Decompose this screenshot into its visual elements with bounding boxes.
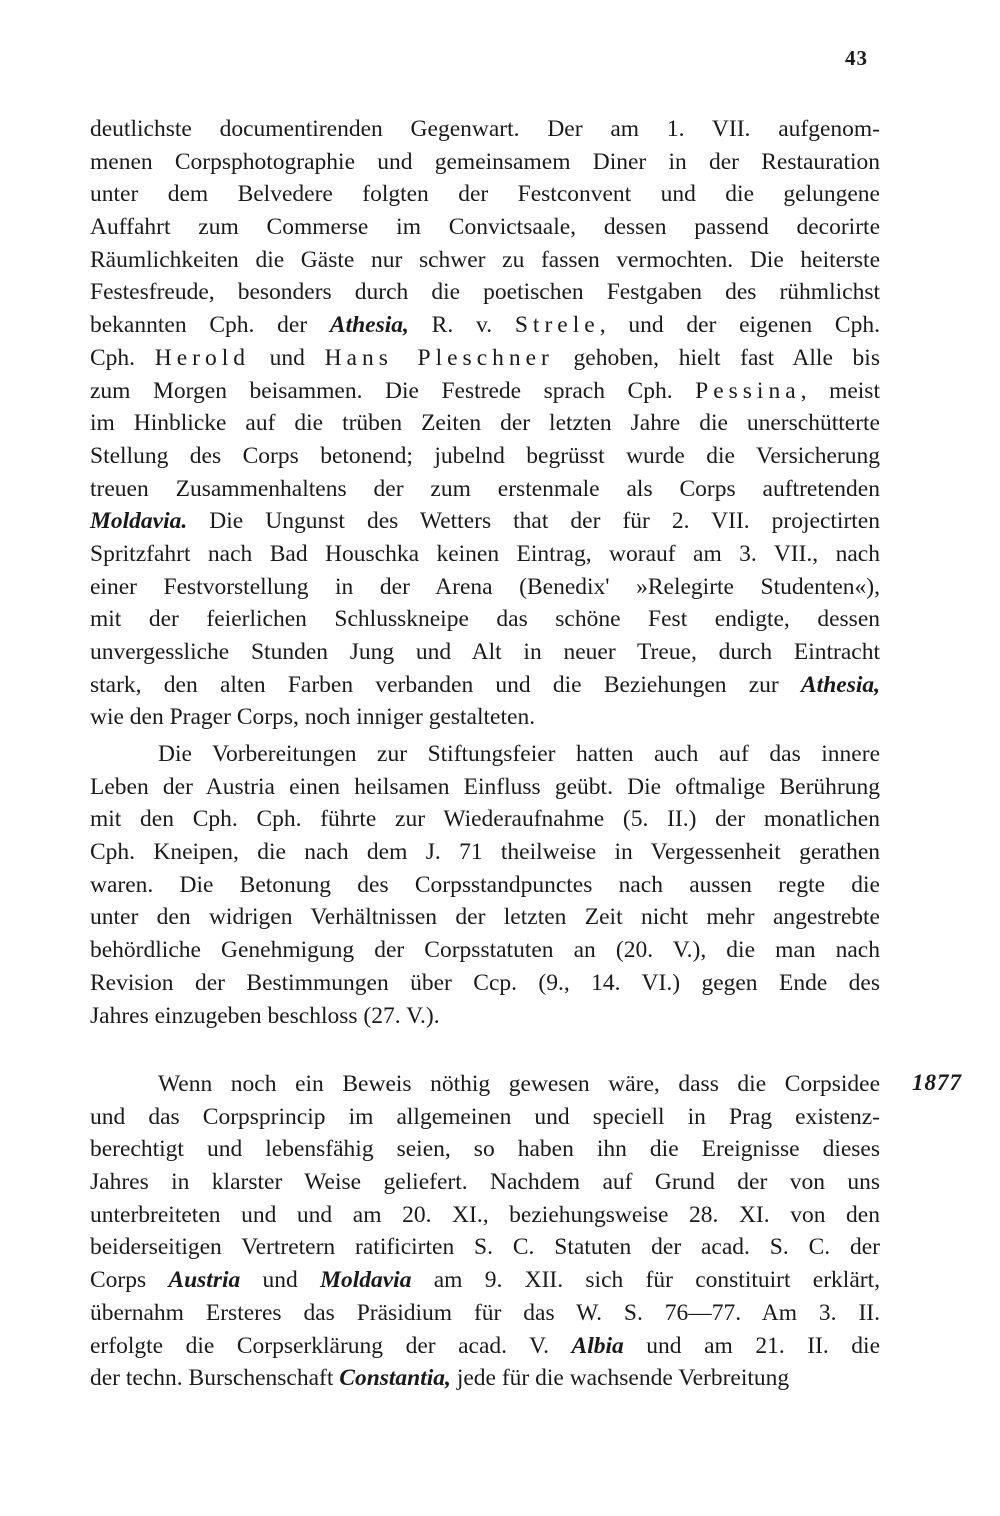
italic-name: Constantia,	[339, 1365, 451, 1392]
text-segment: mit der feierlichen Schlusskneipe das schöne Fest endigte, dessen	[90, 606, 880, 633]
text-line	[90, 146, 880, 179]
text-line: mit den Cph. Cph. führte zur Wiederaufnahme (5. II.) der monatlichen	[90, 806, 880, 833]
text-line	[90, 1101, 880, 1134]
text-line	[90, 1297, 880, 1330]
text-line	[90, 636, 880, 669]
text-line	[90, 178, 880, 211]
text-line	[90, 1133, 880, 1166]
page-number: 43	[845, 46, 868, 70]
italic-name: Moldavia	[320, 1267, 412, 1294]
text-line	[90, 571, 880, 604]
text-segment: Spritzfahrt nach Bad Houschka keinen Eintrag, worauf am 3. VII., nach	[90, 540, 880, 567]
paragraph-festival	[90, 113, 880, 734]
text-line	[90, 1231, 880, 1264]
text-line	[90, 1264, 880, 1297]
text-segment: erfolgte die Corpserklärung der acad. V.	[90, 1332, 572, 1359]
text-line: Revision der Bestimmungen über Ccp. (9., 14. VI.) gegen Ende des	[90, 969, 880, 996]
text-segment: unter dem Belvedere folgten der Festconvent und die gelungene	[90, 181, 880, 208]
text-segment: Wenn noch ein Beweis nöthig gewesen wäre, dass die Corpsidee	[158, 1071, 880, 1097]
text-line	[90, 440, 880, 473]
text-line	[90, 1330, 880, 1363]
text-segment: Corps	[90, 1267, 169, 1294]
text-line	[90, 244, 880, 277]
text-line	[90, 1362, 880, 1395]
spaced-name: Hans Pleschner	[324, 344, 554, 371]
text-line	[90, 113, 880, 146]
text-segment: , meist	[800, 377, 880, 404]
text-line	[90, 538, 880, 571]
text-segment: der techn. Burschenschaft	[90, 1365, 340, 1392]
italic-name: Albia	[571, 1332, 624, 1359]
text-segment: Stellung des Corps betonend; jubelnd begrüsst wurde die Versicherung	[90, 442, 880, 469]
text-line: Leben der Austria einen heilsamen Einfluss geübt. Die oftmalige Berührung	[90, 773, 880, 800]
text-line	[90, 1166, 880, 1199]
text-segment: beiderseitigen Vertretern ratificirten S. C. Statuten der acad. S. C. der	[90, 1234, 880, 1261]
text-line	[90, 1068, 880, 1101]
spaced-name: Herold	[154, 344, 250, 371]
text-segment: Auffahrt zum Commerse im Convictsaale, dessen passend decorirte	[90, 214, 880, 241]
text-segment: und	[249, 344, 325, 371]
italic-name: Moldavia.	[90, 508, 188, 535]
paragraph-preparations	[90, 738, 880, 1032]
italic-name: Athesia,	[329, 312, 409, 339]
text-segment: jede für die wachsende Verbreitung	[450, 1365, 790, 1392]
text-segment: am 9. XII. sich für constituirt erklärt,	[411, 1267, 880, 1294]
text-segment: unvergessliche Stunden Jung und Alt in neuer Treue, durch Eintracht	[90, 639, 880, 665]
text-segment: übernahm Ersteres das Präsidium für das W. S. 76—77. Am 3. II.	[90, 1299, 880, 1326]
text-line: Jahres einzugeben beschloss (27. V.).	[90, 1002, 440, 1029]
text-segment: Cph.	[90, 344, 155, 371]
text-line	[90, 211, 880, 244]
text-segment: und am 21. II. die	[623, 1332, 881, 1359]
text-line	[90, 276, 880, 309]
text-line	[90, 603, 880, 636]
paragraph-1877	[90, 1068, 880, 1395]
text-segment: gehoben, hielt fast Alle bis	[553, 344, 880, 371]
spaced-name: Pessina	[695, 377, 801, 404]
text-segment: wie den Prager Corps, noch inniger gestalteten.	[90, 704, 536, 731]
text-segment: und	[240, 1267, 321, 1294]
italic-name: Athesia,	[800, 671, 880, 698]
text-line	[90, 375, 880, 408]
text-segment: unterbreiteten und und am 20. XI., beziehungsweise 28. XI. von den	[90, 1201, 880, 1228]
text-line	[90, 669, 880, 702]
text-line	[90, 701, 880, 734]
text-line: Die Vorbereitungen zur Stiftungsfeier hatten auch auf das innere	[158, 741, 880, 767]
text-segment: Jahres in klarster Weise geliefert. Nachdem auf Grund der von uns	[90, 1169, 880, 1196]
text-line	[90, 505, 880, 538]
text-line	[90, 473, 880, 506]
text-segment: einer Festvorstellung in der Arena (Benedix' »Relegirte Studenten«),	[90, 573, 880, 600]
text-line: behördliche Genehmigung der Corpsstatuten an (20. V.), die man nach	[90, 937, 880, 964]
text-segment: menen Corpsphotographie und gemeinsamem Diner in der Restauration	[90, 148, 880, 175]
text-line	[90, 1199, 880, 1232]
text-line: Cph. Kneipen, die nach dem J. 71 theilweise in Vergessenheit gerathen	[90, 839, 880, 866]
spaced-name: Strele	[514, 312, 600, 339]
text-segment: treuen Zusammenhaltens der zum erstenmale als Corps auftretenden	[90, 475, 880, 502]
text-segment: Räumlichkeiten die Gäste nur schwer zu fassen vermochten. Die heiterste	[90, 246, 880, 273]
text-segment: berechtigt und lebensfähig seien, so haben ihn die Ereignisse dieses	[90, 1136, 880, 1163]
text-line: unter den widrigen Verhältnissen der letzten Zeit nicht mehr angestrebte	[90, 904, 880, 931]
text-segment: im Hinblicke auf die trüben Zeiten der letzten Jahre die unerschütterte	[90, 410, 880, 437]
text-line: waren. Die Betonung des Corpsstandpunctes nach aussen regte die	[90, 871, 880, 898]
text-segment: , und der eigenen Cph.	[599, 312, 880, 339]
text-segment: deutlichste documentirenden Gegenwart. Der am 1. VII. aufgenom-	[90, 116, 880, 142]
text-segment: zum Morgen beisammen. Die Festrede sprach Cph.	[90, 377, 696, 404]
text-segment: stark, den alten Farben verbanden und die Beziehungen zur	[90, 671, 801, 698]
text-line	[90, 309, 880, 342]
text-line	[90, 342, 880, 375]
text-segment: R. v.	[408, 312, 515, 339]
text-segment: und das Corpsprincip im allgemeinen und speciell in Prag existenz-	[90, 1103, 880, 1130]
text-segment: Die Ungunst des Wetters that der für 2. VII. projectirten	[187, 508, 880, 535]
marginal-year: 1877	[912, 1070, 962, 1095]
text-segment: Festesfreude, besonders durch die poetischen Festgaben des rühmlichst	[90, 279, 880, 306]
text-segment: bekannten Cph. der	[90, 312, 330, 339]
text-line	[90, 407, 880, 440]
italic-name: Austria	[168, 1267, 241, 1294]
